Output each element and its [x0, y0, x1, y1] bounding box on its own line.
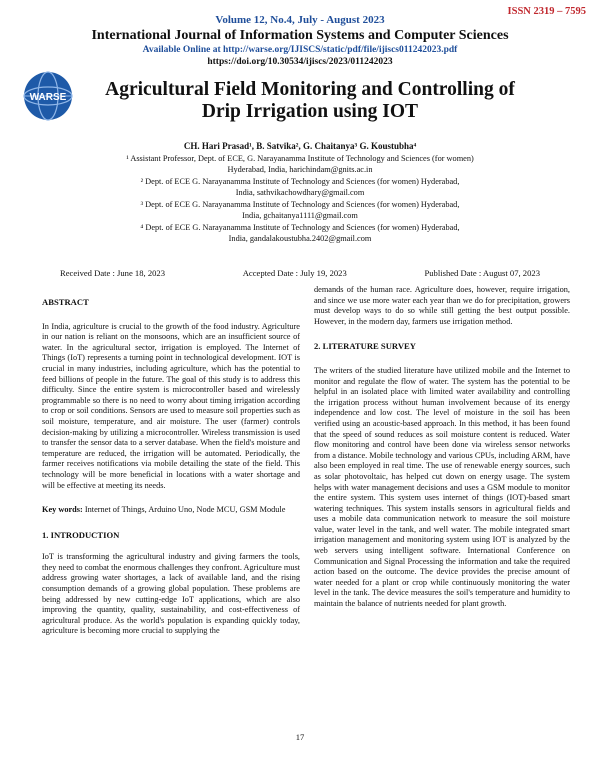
paper-title	[75, 79, 545, 123]
abstract-heading: ABSTRACT	[42, 297, 89, 307]
affiliation-3-line-2: India, gchaitanya1111@gmail.com	[242, 210, 358, 220]
affiliation-3	[80, 200, 520, 222]
right-column	[314, 285, 570, 610]
affiliation-4-line-2: India, gandalakoustubha.2402@gmail.com	[228, 233, 372, 243]
affiliation-1	[80, 154, 520, 176]
affiliation-3-line-1: ³ Dept. of ECE G. Narayanamma Institute of Technology and Sciences (for women) Hyderabad,	[140, 200, 460, 209]
left-column	[42, 297, 300, 637]
literature-body: The writers of the studied literature have utilized mobile and the Internet to monitor and regulate the flow of water. The system has the potential to be helpful in an isolated place with limited water availability and controlling the irrigation process without human involvement because of its energy independence and low cost. The level of moisture in the soil has been verified using an acoustic-based approach. In this method, it has been found that the speed of sound reduces as soil moisture content is reduced. Water flow monitoring and control have been done via wireless sensor networks from a distance. Mobile technology and various CPUs, including ARM, have also been employed in real time. The use of renewable energy sources, such as solar photovoltaic, has helped cut down on energy usage. The system helps with water management decisions and uses a GSM module to monitor the entire system. This system uses internet of things (IOT)-based smart watering techniques. This system installs sensors in agricultural fields and uses a mobile data communication network to measure the soil moisture value, water level in the tank, and well water. The mobile integrated smart irrigation management and monitoring system using IOT is analyzed by the web servers using intelligent software. International Conference on Communication and Signal Processing the information and take the required action based on the outcome. The device provides the precise amount of water needed for a plant or crop while continuously monitoring the water level in the tank. The device measures the soil's temperature and humidity to maintain the balance of nutrients needed for plant growth.	[314, 365, 571, 609]
volume-line: Volume 12, No.4, July - August 2023	[215, 14, 385, 26]
affiliation-2	[80, 177, 520, 199]
author-list: CH. Hari Prasad¹, B. Satvika², G. Chaitanya³ G. Koustubha⁴	[183, 141, 417, 151]
affiliation-2-line-1: ² Dept. of ECE G. Narayanamma Institute of Technology and Sciences (for women) Hyderabad,	[140, 177, 460, 186]
warse-logo	[22, 70, 74, 122]
intro-continued: demands of the human race. Agriculture does, however, require irrigation, and since we use more water each year than we do for precipitation, growers must develop ways to do so while still getting the best output possible. However, in the modern day, farmers use irrigation method.	[314, 285, 570, 326]
published-date: Published Date : August 07, 2023	[424, 268, 540, 278]
affiliation-1-line-1: ¹ Assistant Professor, Dept. of ECE, G. Narayanamma Institute of Technology and Sciences (for women)	[126, 154, 474, 163]
affiliation-1-line-2: Hyderabad, India, harichindam@gnits.ac.in	[227, 164, 373, 174]
intro-heading: 1. INTRODUCTION	[42, 529, 120, 540]
literature-heading: 2. LITERATURE SURVEY	[314, 341, 416, 352]
affiliation-4	[80, 223, 520, 245]
affiliation-4-line-1: ⁴ Dept. of ECE G. Narayanamma Institute of Technology and Sciences (for women) Hyderabad,	[140, 223, 460, 232]
title-line-2: Drip Irrigation using IOT	[201, 101, 419, 122]
issn: ISSN 2319 – 7595	[507, 6, 586, 17]
journal-name: International Journal of Information Systems and Computer Sciences	[91, 28, 509, 43]
keywords	[42, 505, 300, 516]
page-number: 17	[295, 732, 305, 742]
accepted-date: Accepted Date : July 19, 2023	[242, 268, 347, 278]
available-online-link[interactable]: Available Online at http://warse.org/IJISCS/static/pdf/file/ijiscs011242023.pdf	[142, 45, 458, 55]
keywords-label: Key words:	[42, 505, 83, 515]
received-date: Received Date : June 18, 2023	[60, 268, 166, 278]
affiliation-2-line-2: India, sathvikachowdhary@gmail.com	[235, 187, 365, 197]
intro-body: IoT is transforming the agricultural industry and giving farmers the tools, they need to combat the enormous challenges they confront. Agriculture must address growing water shortages, a lack of available land, and the rising consumption demands of a growing global population. These problems are being addressed by new cutting-edge IoT applications, which are also improving the quantity, quality, sustainability, and cost-effectiveness of agricultural produce. As the world's population is expanding quickly today, agriculture is becoming more crucial to supplying the	[42, 552, 300, 636]
dates-row	[60, 268, 540, 278]
abstract-body: In India, agriculture is crucial to the growth of the food industry. Agriculture in our nation is reliant on the monsoons, which are an insufficient source of water. In the agricultural sector, irrigation is employed. The Internet of Things (IoT) represents a turning point in technological development. IOT is crucial in many industries, including agriculture, which has the potential to feed billions of people in the future. The goal of this study is to address this difficulty. Since the entire system is microcontroller based and wirelessly programmable so there is no need to worry about timing irrigation according to crop or soil conditions. Sensors are used to measure soil properties such as soil moisture, temperature, and air moisture. The user (farmer) controls decision-making by utilizing a microcontroller. Wireless transmission is used to transfer the sensor data to a server database. When the field's moisture and temperature are reduced, the irrigation will be automated. Periodically, the farmer receives notifications via mobile detailing the state of the field. This technology will be more beneficial in locations with a water shortage and will be effective at meeting its needs.	[42, 321, 300, 490]
doi-link[interactable]: https://doi.org/10.30534/ijiscs/2023/011242023	[207, 57, 393, 67]
svg-text:WARSE: WARSE	[29, 92, 67, 103]
keywords-text: Internet of Things, Arduino Uno, Node MCU, GSM Module	[82, 505, 286, 515]
title-line-1: Agricultural Field Monitoring and Controlling of	[105, 79, 515, 100]
